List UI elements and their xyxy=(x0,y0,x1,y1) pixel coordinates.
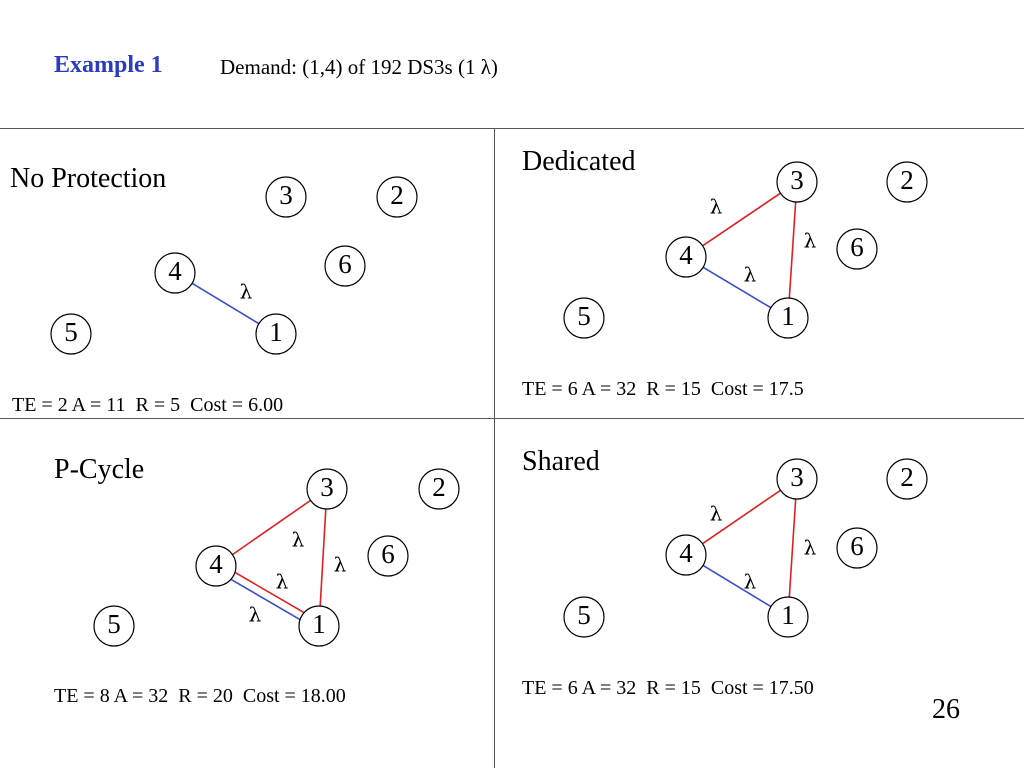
svg-text:3: 3 xyxy=(320,472,334,503)
lambda-label-p-cycle-1: λ xyxy=(291,527,305,552)
node-shared-3 xyxy=(777,459,817,499)
demand-text: Demand: (1,4) of 192 DS3s (1 λ) xyxy=(220,55,498,79)
link-shared-4-1-working xyxy=(703,565,771,606)
svg-text:2: 2 xyxy=(900,462,914,493)
node-shared-5 xyxy=(564,597,604,637)
node-shared-1 xyxy=(768,597,808,637)
node-p-cycle-6 xyxy=(368,536,408,576)
svg-text:3: 3 xyxy=(790,165,804,196)
node-shared-4 xyxy=(666,535,706,575)
panel-title-no-protection: No Protection xyxy=(10,163,167,194)
svg-text:4: 4 xyxy=(168,256,182,287)
svg-text:1: 1 xyxy=(312,609,326,640)
svg-text:1: 1 xyxy=(781,600,795,631)
svg-text:1: 1 xyxy=(781,301,795,332)
lambda-label-dedicated-3: λ xyxy=(743,262,757,287)
node-no-protection-2 xyxy=(377,177,417,217)
stats-shared: TE = 6 A = 32 R = 15 Cost = 17.50 xyxy=(522,677,814,699)
node-p-cycle-1 xyxy=(299,606,339,646)
node-shared-2 xyxy=(887,459,927,499)
node-no-protection-6 xyxy=(325,246,365,286)
lambda-label-shared-2: λ xyxy=(803,535,817,560)
link-shared-3-1-protection xyxy=(789,499,795,597)
lambda-label-shared-1: λ xyxy=(709,501,723,526)
svg-text:6: 6 xyxy=(850,232,864,263)
link-dedicated-3-1-protection xyxy=(789,202,795,298)
stats-no-protection: TE = 2 A = 11 R = 5 Cost = 6.00 xyxy=(12,394,284,416)
lambda-label-p-cycle-3: λ xyxy=(275,569,289,594)
node-dedicated-6 xyxy=(837,229,877,269)
svg-text:2: 2 xyxy=(432,472,446,503)
svg-text:2: 2 xyxy=(900,165,914,196)
link-p-cycle-4-1-protection xyxy=(235,573,303,613)
node-dedicated-3 xyxy=(777,162,817,202)
panel-title-shared: Shared xyxy=(522,446,600,477)
svg-text:6: 6 xyxy=(850,531,864,562)
svg-text:4: 4 xyxy=(679,538,693,569)
svg-text:3: 3 xyxy=(790,462,804,493)
node-p-cycle-5 xyxy=(94,606,134,646)
lambda-label-dedicated-1: λ xyxy=(709,194,723,219)
link-p-cycle-3-1-protection xyxy=(320,509,326,606)
svg-text:4: 4 xyxy=(209,549,223,580)
node-no-protection-4 xyxy=(155,253,195,293)
lambda-label-p-cycle-2: λ xyxy=(333,552,347,577)
node-dedicated-5 xyxy=(564,298,604,338)
svg-text:5: 5 xyxy=(577,301,591,332)
svg-text:5: 5 xyxy=(107,609,121,640)
svg-text:6: 6 xyxy=(381,539,395,570)
node-dedicated-1 xyxy=(768,298,808,338)
stats-p-cycle: TE = 8 A = 32 R = 20 Cost = 18.00 xyxy=(54,685,346,707)
node-p-cycle-4 xyxy=(196,546,236,586)
svg-text:3: 3 xyxy=(279,180,293,211)
lambda-label-shared-3: λ xyxy=(743,569,757,594)
svg-text:1: 1 xyxy=(269,317,283,348)
svg-text:6: 6 xyxy=(338,249,352,280)
lambda-label-dedicated-2: λ xyxy=(803,228,817,253)
svg-text:4: 4 xyxy=(679,240,693,271)
page-number: 26 xyxy=(932,694,960,725)
node-p-cycle-2 xyxy=(419,469,459,509)
link-dedicated-4-1-working xyxy=(703,267,771,307)
stats-dedicated: TE = 6 A = 32 R = 15 Cost = 17.5 xyxy=(522,378,804,400)
node-no-protection-5 xyxy=(51,314,91,354)
panel-title-p-cycle: P-Cycle xyxy=(54,454,145,485)
node-shared-6 xyxy=(837,528,877,568)
example-title: Example 1 xyxy=(54,52,163,78)
panel-title-dedicated: Dedicated xyxy=(522,146,636,177)
lambda-label-p-cycle-4: λ xyxy=(248,602,262,627)
node-p-cycle-3 xyxy=(307,469,347,509)
node-no-protection-3 xyxy=(266,177,306,217)
svg-text:5: 5 xyxy=(64,317,78,348)
lambda-label-no-protection-1: λ xyxy=(239,279,253,304)
node-dedicated-2 xyxy=(887,162,927,202)
svg-text:2: 2 xyxy=(390,180,404,211)
node-dedicated-4 xyxy=(666,237,706,277)
svg-text:5: 5 xyxy=(577,600,591,631)
node-no-protection-1 xyxy=(256,314,296,354)
link-p-cycle-4-1-working xyxy=(231,580,299,620)
